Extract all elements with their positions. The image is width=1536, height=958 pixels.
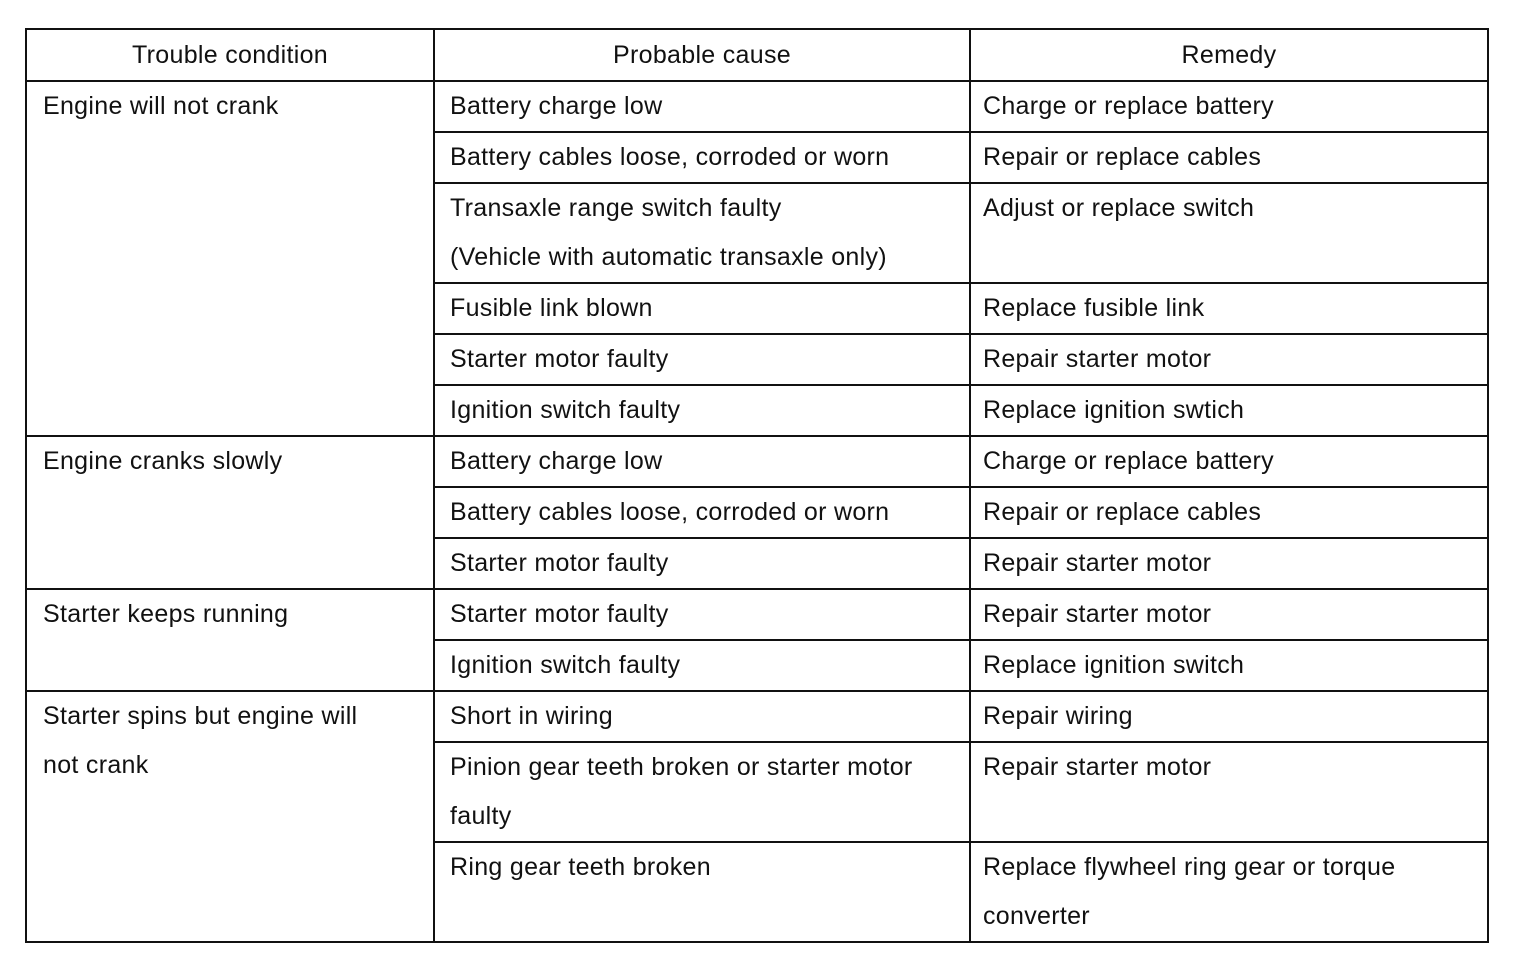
- probable-cause-cell: Battery charge low: [434, 81, 970, 132]
- remedy-cell: Charge or replace battery: [970, 436, 1488, 487]
- table-header-row: [26, 29, 1488, 81]
- probable-cause-cell: Starter motor faulty: [434, 538, 970, 589]
- probable-cause-cell: Transaxle range switch faulty (Vehicle with automatic transaxle only): [434, 183, 970, 283]
- probable-cause-cell: Short in wiring: [434, 691, 970, 742]
- probable-cause-cell: Ignition switch faulty: [434, 640, 970, 691]
- probable-cause-cell: Battery cables loose, corroded or worn: [434, 487, 970, 538]
- remedy-cell: Repair starter motor: [970, 334, 1488, 385]
- table-row: [26, 589, 1488, 640]
- probable-cause-cell: Battery charge low: [434, 436, 970, 487]
- probable-cause-cell: Ignition switch faulty: [434, 385, 970, 436]
- probable-cause-cell: Fusible link blown: [434, 283, 970, 334]
- probable-cause-cell: Starter motor faulty: [434, 589, 970, 640]
- remedy-cell: Repair or replace cables: [970, 487, 1488, 538]
- troubleshooting-table: [25, 28, 1489, 943]
- remedy-cell: Replace flywheel ring gear or torque converter: [970, 842, 1488, 942]
- trouble-condition-cell: Engine cranks slowly: [26, 436, 434, 589]
- probable-cause-cell: Battery cables loose, corroded or worn: [434, 132, 970, 183]
- remedy-cell: Replace ignition switch: [970, 640, 1488, 691]
- probable-cause-cell: Ring gear teeth broken: [434, 842, 970, 942]
- remedy-cell: Repair starter motor: [970, 742, 1488, 842]
- remedy-cell: Repair or replace cables: [970, 132, 1488, 183]
- remedy-cell: Adjust or replace switch: [970, 183, 1488, 283]
- trouble-condition-cell: Starter spins but engine will not crank: [26, 691, 434, 942]
- probable-cause-cell: Starter motor faulty: [434, 334, 970, 385]
- remedy-cell: Repair starter motor: [970, 538, 1488, 589]
- table-row: [26, 81, 1488, 132]
- remedy-cell: Repair starter motor: [970, 589, 1488, 640]
- header-remedy: Remedy: [970, 29, 1488, 81]
- remedy-cell: Replace fusible link: [970, 283, 1488, 334]
- table-body: [26, 81, 1488, 942]
- table-row: [26, 691, 1488, 742]
- remedy-cell: Repair wiring: [970, 691, 1488, 742]
- remedy-cell: Replace ignition swtich: [970, 385, 1488, 436]
- probable-cause-cell: Pinion gear teeth broken or starter motor faulty: [434, 742, 970, 842]
- remedy-cell: Charge or replace battery: [970, 81, 1488, 132]
- header-trouble-condition: Trouble condition: [26, 29, 434, 81]
- header-probable-cause: Probable cause: [434, 29, 970, 81]
- trouble-condition-cell: Starter keeps running: [26, 589, 434, 691]
- trouble-condition-cell: Engine will not crank: [26, 81, 434, 436]
- table-row: [26, 436, 1488, 487]
